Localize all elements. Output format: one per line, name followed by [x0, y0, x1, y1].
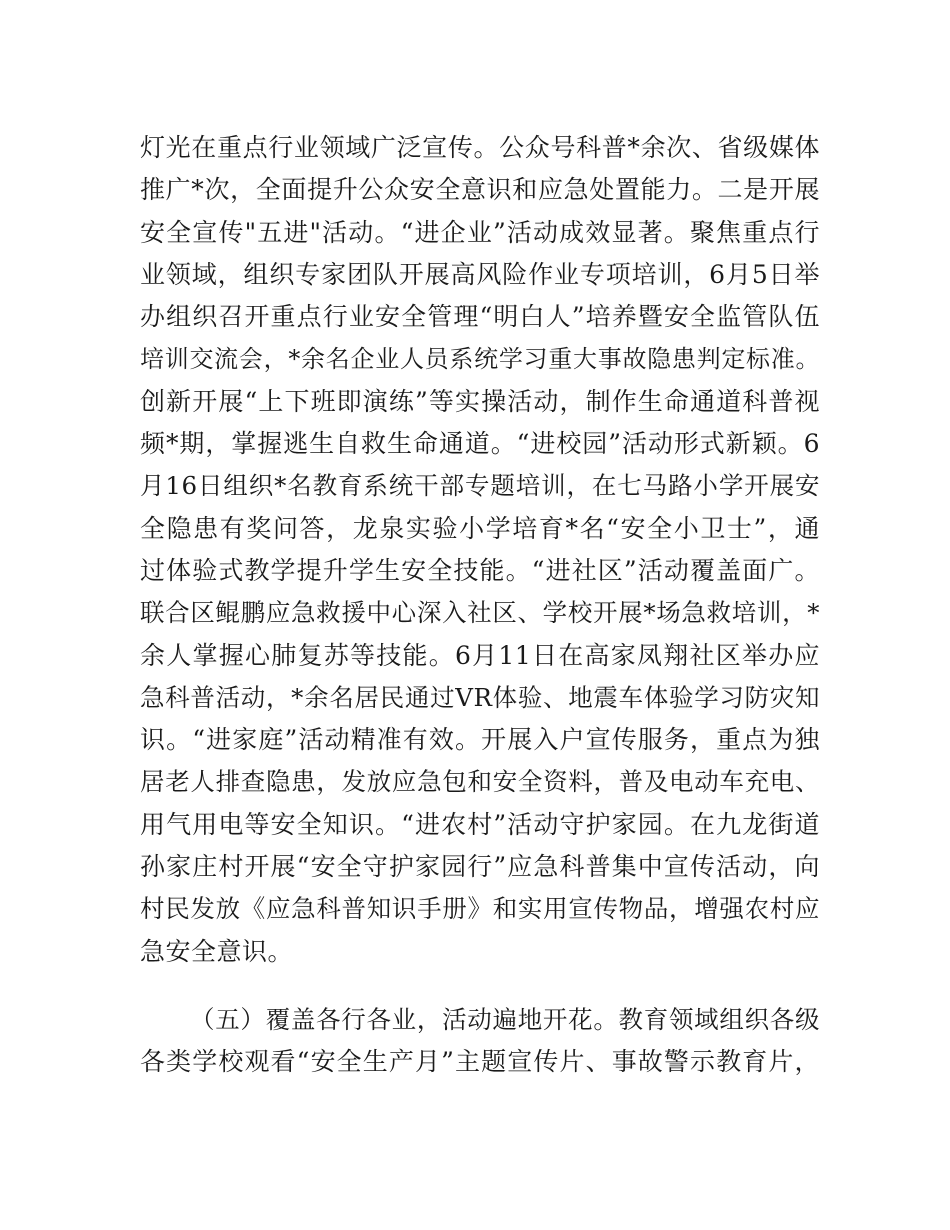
- text-line: 过体验式教学提升学生安全技能。“进社区”活动覆盖面广。: [140, 555, 820, 585]
- text-line: 急科普活动，*余名居民通过VR体验、地震车体验学习防灾知: [140, 682, 820, 712]
- text-line: 全隐患有奖问答，龙泉实验小学培育*名“安全小卫士”，通: [140, 513, 820, 543]
- text-line: 办组织召开重点行业安全管理“明白人”培养暨安全监管队伍: [140, 302, 820, 332]
- body-paragraph: [140, 127, 820, 973]
- text-line: 联合区鲲鹏应急救援中心深入社区、学校开展*场急救培训，*: [140, 598, 820, 628]
- text-line: 余人掌握心肺复苏等技能。6月11日在高家凤翔社区举办应: [140, 640, 820, 670]
- text-line: 推广*次，全面提升公众安全意识和应急处置能力。二是开展: [140, 175, 820, 205]
- text-line: 居老人排查隐患，发放应急包和安全资料，普及电动车充电、: [140, 767, 820, 797]
- text-line: 村民发放《应急科普知识手册》和实用宣传物品，增强农村应: [140, 894, 820, 924]
- text-line: 频*期，掌握逃生自救生命通道。“进校园”活动形式新颖。6: [140, 429, 820, 459]
- text-line: 急安全意识。: [140, 936, 294, 966]
- text-line: 各类学校观看“安全生产月”主题宣传片、事故警示教育片，: [140, 1047, 820, 1077]
- text-line: 灯光在重点行业领域广泛宣传。公众号科普*余次、省级媒体: [140, 133, 820, 162]
- text-line: 用气用电等安全知识。“进农村”活动守护家园。在九龙街道: [140, 809, 820, 839]
- section-heading-line: （五）覆盖各行各业，活动遍地开花。教育领域组织各级: [190, 1005, 820, 1034]
- text-line: 业领域，组织专家团队开展高风险作业专项培训，6月5日举: [140, 259, 820, 289]
- text-line: 创新开展“上下班即演练”等实操活动，制作生命通道科普视: [140, 386, 820, 416]
- text-line: 月16日组织*名教育系统干部专题培训，在七马路小学开展安: [140, 471, 820, 501]
- text-line: 安全宣传"五进"活动。“进企业”活动成效显著。聚焦重点行: [140, 217, 820, 247]
- text-line: 培训交流会，*余名企业人员系统学习重大事故隐患判定标准。: [140, 345, 820, 374]
- section-paragraph: [140, 999, 820, 1084]
- text-line: 孙家庄村开展“安全守护家园行”应急科普集中宣传活动，向: [140, 852, 820, 882]
- text-line: 识。“进家庭”活动精准有效。开展入户宣传服务，重点为独: [140, 725, 820, 755]
